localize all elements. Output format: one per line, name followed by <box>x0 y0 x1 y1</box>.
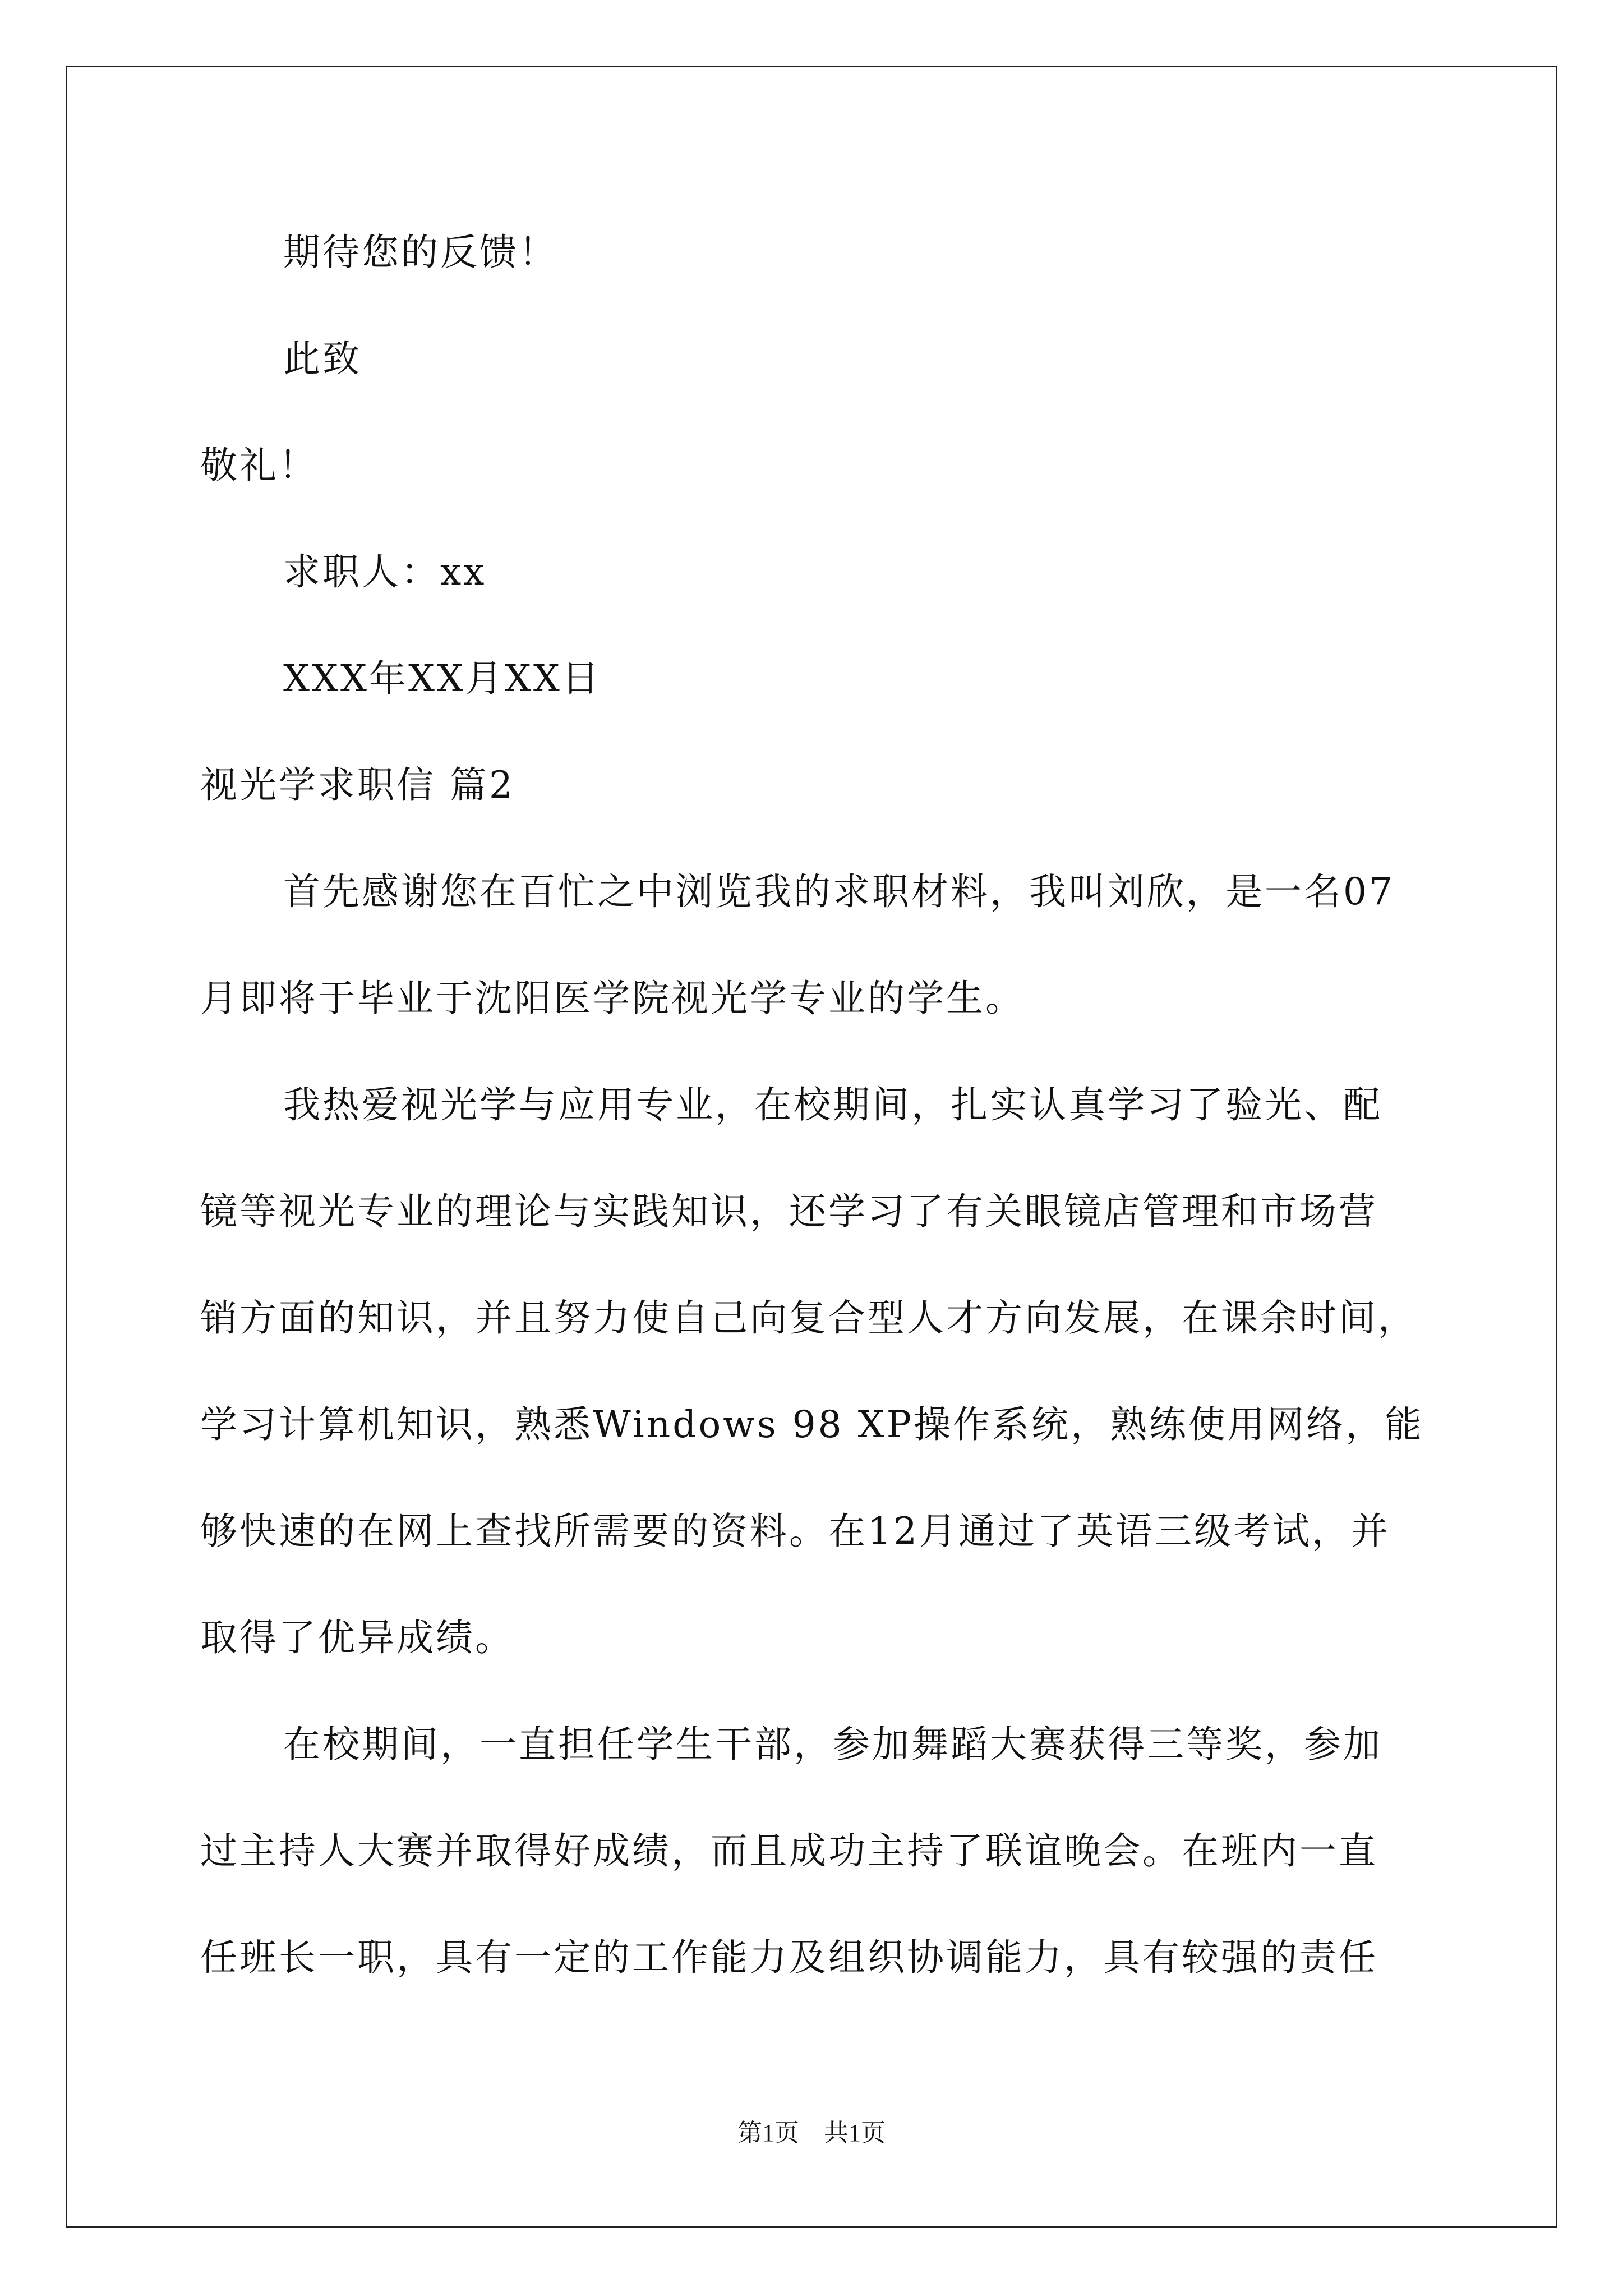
section-heading: 视光学求职信 篇2 <box>200 763 515 807</box>
text-line: 此致 <box>283 337 362 380</box>
text-line: 销方面的知识，并且努力使自己向复合型人才方向发展，在课余时间， <box>200 1296 1417 1340</box>
text-line: 够快速的在网上查找所需要的资料。在12月通过了英语三级考试，并 <box>200 1510 1390 1553</box>
text-line: 求职人：xx <box>283 550 487 593</box>
text-line: 我热爱视光学与应用专业，在校期间，扎实认真学习了验光、配 <box>283 1083 1382 1126</box>
text-line: 过主持人大赛并取得好成绩，而且成功主持了联谊晚会。在班内一直 <box>200 1829 1378 1872</box>
text-line: XXX年XX月XX日 <box>283 657 601 700</box>
text-line: 学习计算机知识，熟悉Windows 98 XP操作系统，熟练使用网络，能 <box>200 1403 1424 1446</box>
text-line: 任班长一职，具有一定的工作能力及组织协调能力，具有较强的责任 <box>200 1936 1378 1979</box>
page-footer: 第1页 共1页 <box>737 2119 886 2147</box>
text-line: 首先感谢您在百忙之中浏览我的求职材料，我叫刘欣，是一名07 <box>283 870 1395 913</box>
text-line: 月即将于毕业于沈阳医学院视光学专业的学生。 <box>200 977 1025 1020</box>
page-border <box>66 66 1557 2228</box>
text-line: 取得了优异成绩。 <box>200 1616 514 1659</box>
text-line: 镜等视光专业的理论与实践知识，还学习了有关眼镜店管理和市场营 <box>200 1190 1378 1233</box>
text-line: 在校期间，一直担任学生干部，参加舞蹈大赛获得三等奖，参加 <box>283 1723 1382 1766</box>
text-line: 敬礼！ <box>200 444 318 487</box>
text-line: 期待您的反馈！ <box>283 231 558 274</box>
